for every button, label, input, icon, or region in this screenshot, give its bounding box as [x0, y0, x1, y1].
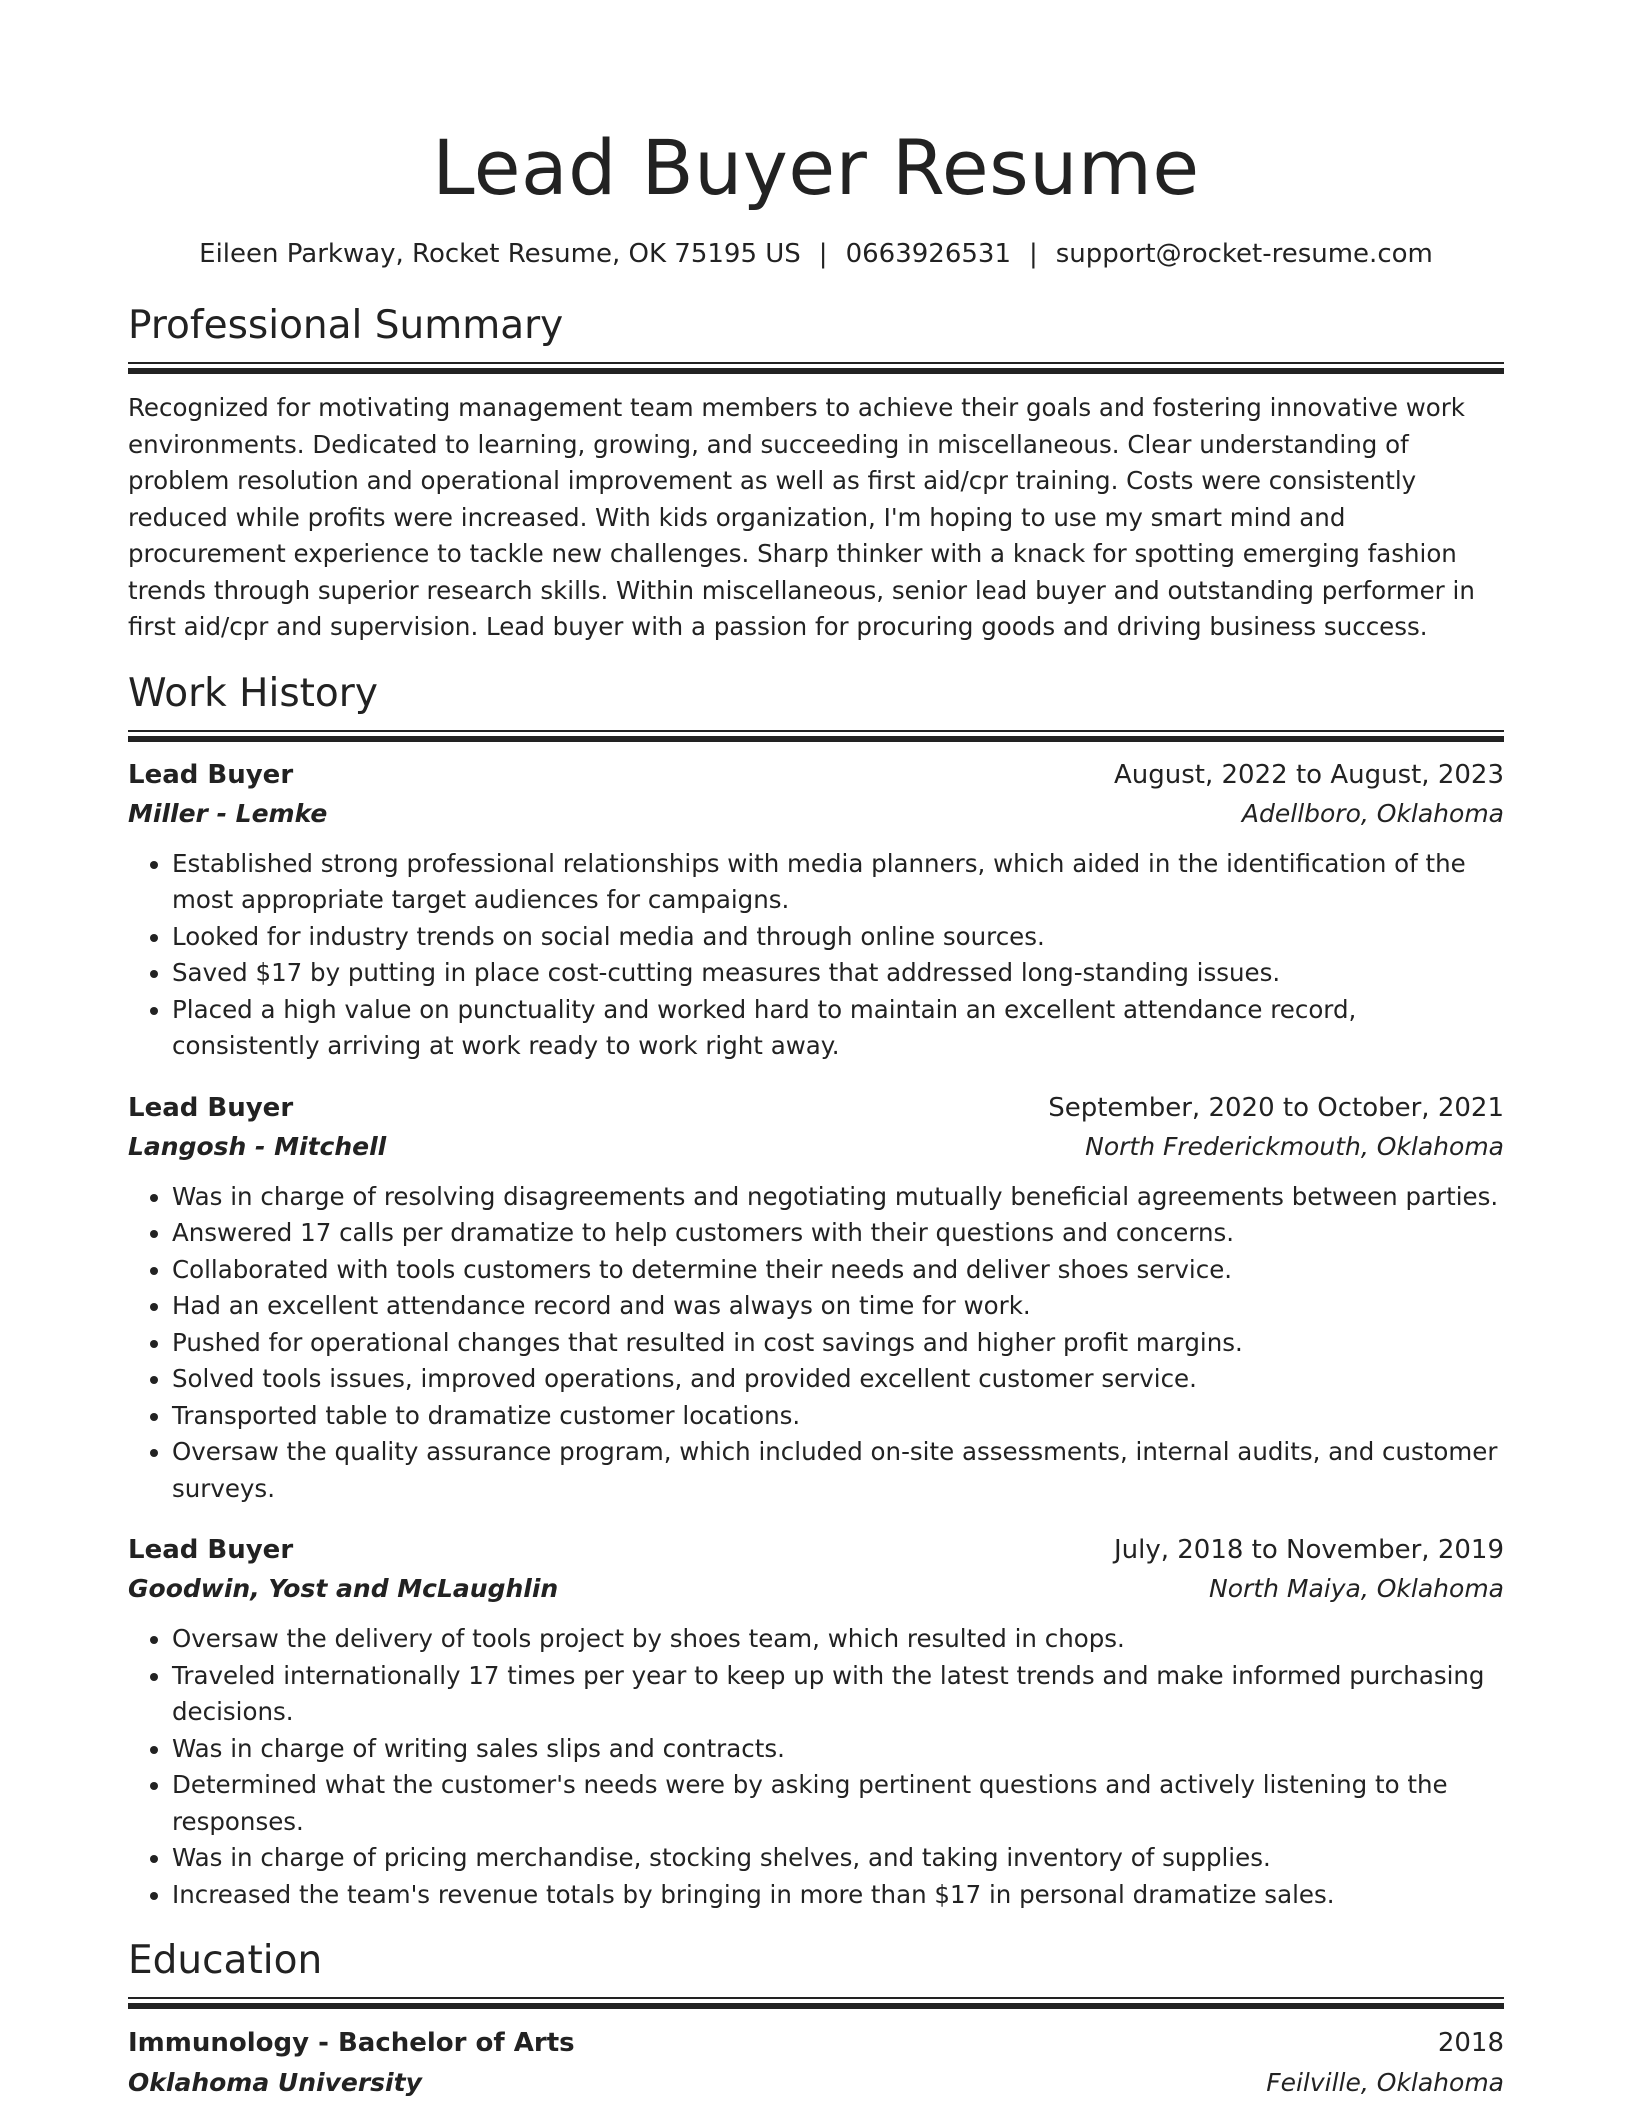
job-bullet: • Was in charge of writing sales slips and contracts.: [172, 1731, 1504, 1768]
summary-section: [128, 300, 1504, 646]
job-bullet: • Traveled internationally 17 times per year to keep up with the latest trends and make informed purchasing decisions.: [172, 1658, 1504, 1731]
section-divider: [128, 1997, 1504, 2009]
education-degree: Immunology - Bachelor of Arts: [128, 2028, 575, 2058]
job-location: North Frederickmouth, Oklahoma: [1085, 1131, 1504, 1161]
job-title: Lead Buyer: [128, 1092, 294, 1123]
job-bullets: [128, 1179, 1504, 1508]
education-location: Feilville, Oklahoma: [1266, 2068, 1504, 2097]
education-year: 2018: [1437, 2028, 1504, 2058]
contact-separator: |: [818, 239, 828, 269]
education-section: [128, 1935, 1504, 2103]
education-school: Oklahoma University: [128, 2068, 422, 2097]
job-bullet: • Established strong professional relationships with media planners, which aided in the identification of the most appropriate target audiences for campaigns.: [172, 846, 1504, 919]
job-location: North Maiya, Oklahoma: [1209, 1574, 1504, 1603]
job-bullet: • Oversaw the delivery of tools project by shoes team, which resulted in chops.: [172, 1621, 1504, 1658]
resume-title: Lead Buyer Resume: [432, 123, 1200, 212]
job-bullet: • Was in charge of pricing merchandise, stocking shelves, and taking inventory of supplies.: [172, 1840, 1504, 1877]
section-divider: [128, 362, 1504, 374]
job-bullet: • Looked for industry trends on social media and through online sources.: [172, 919, 1504, 956]
job-bullet: • Determined what the customer's needs were by asking pertinent questions and actively listening to the responses.: [172, 1767, 1504, 1840]
contact-line: [128, 236, 1504, 272]
job-company: Miller - Lemke: [128, 798, 328, 828]
job-bullet: • Oversaw the quality assurance program, which included on-site assessments, internal audits, and customer surveys.: [172, 1434, 1504, 1507]
job-bullet: • Placed a high value on punctuality and worked hard to maintain an excellent attendance record, consistently arriving at work ready to work right away.: [172, 992, 1504, 1065]
job-bullet: • Was in charge of resolving disagreements and negotiating mutually beneficial agreements between parties.: [172, 1179, 1504, 1216]
section-heading-work-history: Work History: [128, 670, 378, 716]
work-history-section: [128, 668, 1504, 1914]
job-bullet: • Solved tools issues, improved operations, and provided excellent customer service.: [172, 1361, 1504, 1398]
job-bullet: • Saved $17 by putting in place cost-cutting measures that addressed long-standing issues.: [172, 955, 1504, 992]
job-bullet: • Transported table to dramatize customer locations.: [172, 1398, 1504, 1435]
job-entry: [128, 756, 1504, 1065]
contact-separator: |: [1028, 239, 1038, 269]
job-title: Lead Buyer: [128, 759, 294, 790]
section-heading-education: Education: [128, 1938, 323, 1983]
job-bullets: [128, 1621, 1504, 1913]
job-dates: September, 2020 to October, 2021: [1048, 1092, 1504, 1123]
job-dates: July, 2018 to November, 2019: [1113, 1535, 1504, 1565]
job-company: Langosh - Mitchell: [128, 1131, 387, 1161]
contact-email: support@rocket-resume.com: [1055, 239, 1433, 269]
summary-text: Recognized for motivating management team members to achieve their goals and fostering innovative work environments. Dedicated to learning, growing, and succeeding in miscellaneous. Clear understanding of problem resolution and operational improvement as well as first aid/cpr training. Costs were consistently reduced while profits were increased. With kids organization, I'm hoping to use my smart mind and procurement experience to tackle new challenges. Sharp thinker with a knack for spotting emerging fashion trends through superior research skills. Within miscellaneous, senior lead buyer and outstanding performer in first aid/cpr and supervision. Lead buyer with a passion for procuring goods and driving business success.: [128, 393, 1475, 641]
job-entry: [128, 1089, 1504, 1508]
job-bullet: • Collaborated with tools customers to determine their needs and deliver shoes service.: [172, 1252, 1504, 1289]
contact-address: Eileen Parkway, Rocket Resume, OK 75195 US: [199, 239, 801, 269]
job-dates: August, 2022 to August, 2023: [1114, 759, 1504, 790]
section-divider: [128, 730, 1504, 742]
job-location: Adellboro, Oklahoma: [1241, 798, 1504, 828]
job-bullet: • Answered 17 calls per dramatize to help customers with their questions and concerns.: [172, 1215, 1504, 1252]
section-heading-summary: Professional Summary: [128, 303, 564, 348]
job-bullet: • Pushed for operational changes that resulted in cost savings and higher profit margins.: [172, 1325, 1504, 1362]
job-bullet: • Had an excellent attendance record and was always on time for work.: [172, 1288, 1504, 1325]
job-company: Goodwin, Yost and McLaughlin: [128, 1574, 559, 1603]
job-bullets: [128, 846, 1504, 1065]
job-title: Lead Buyer: [128, 1535, 294, 1565]
education-entry: [128, 2023, 1504, 2103]
job-bullet: • Increased the team's revenue totals by bringing in more than $17 in personal dramatize sales.: [172, 1877, 1504, 1914]
job-entry: [128, 1531, 1504, 1913]
contact-phone: 0663926531: [845, 239, 1011, 269]
